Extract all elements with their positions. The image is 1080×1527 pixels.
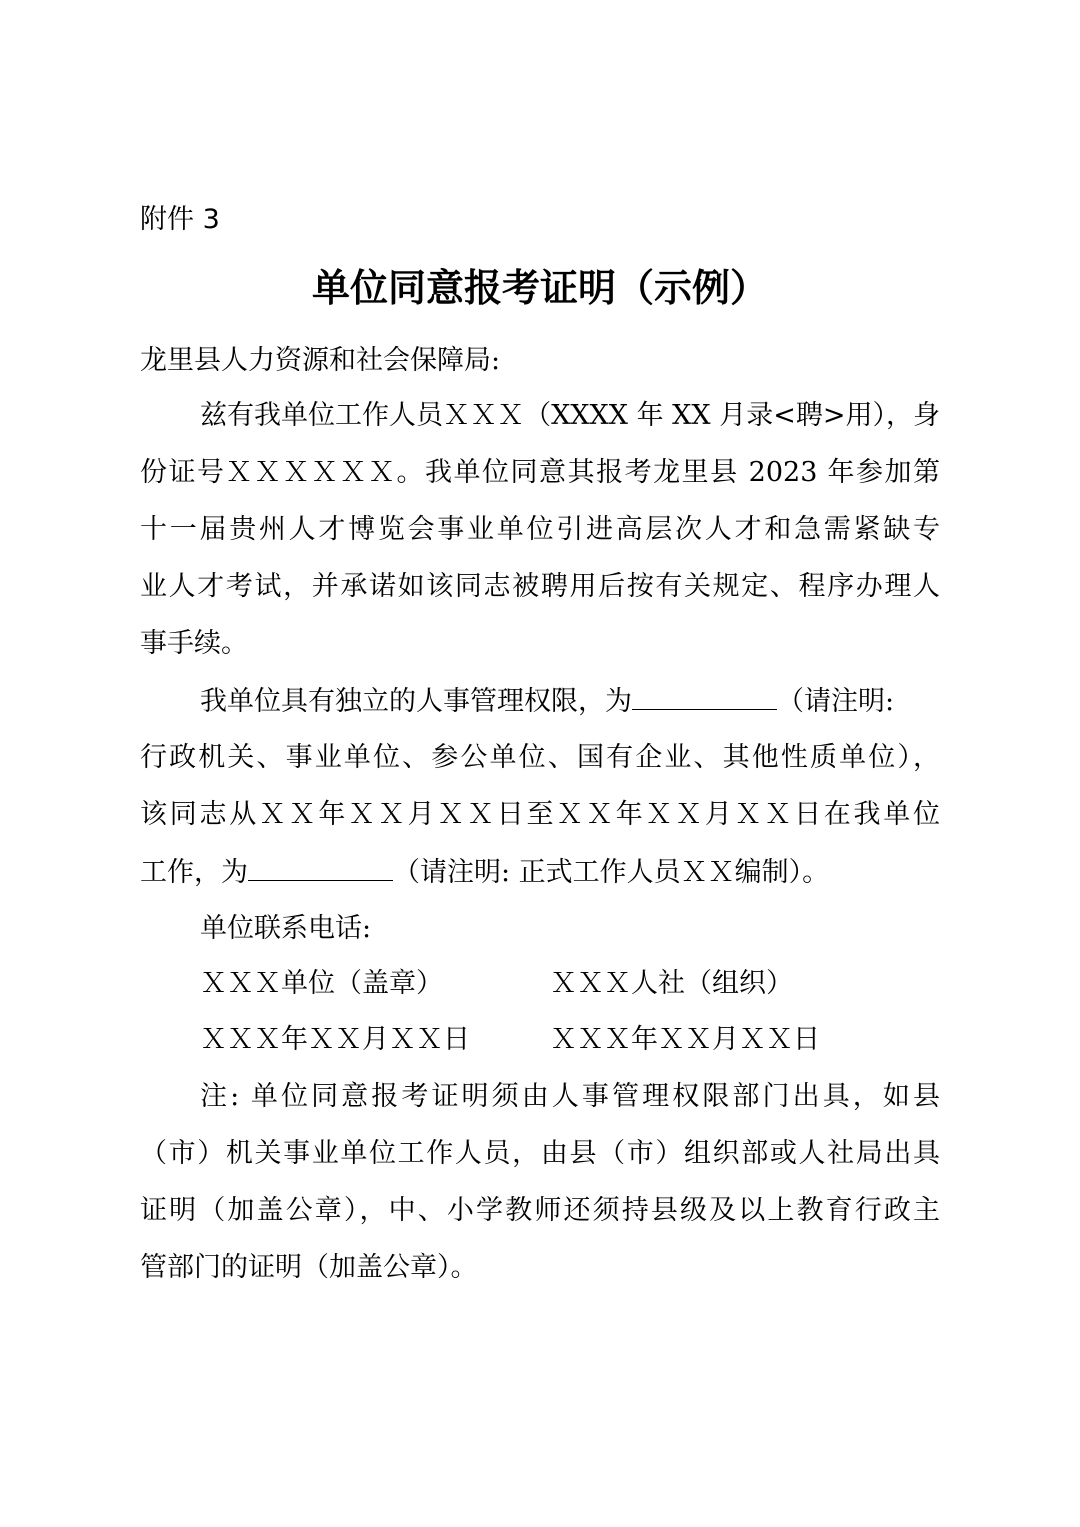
fill-in-blank-staff-type[interactable] <box>248 854 393 881</box>
note-line-2: （市）机关事业单位工作人员，由县（市）组织部或人社局出具 <box>140 1138 940 1169</box>
note-line-3: 证明（加盖公章），中、小学教师还须持县级及以上教育行政主 <box>140 1195 940 1226</box>
note-line-4: 管部门的证明（加盖公章）。 <box>140 1252 478 1283</box>
paragraph-2-hint: （请注明: 正式工作人员ＸＸ编制）。 <box>393 857 830 888</box>
paragraph-1-line-4: 业人才考试，并承诺如该同志被聘用后按有关规定、程序办理人 <box>140 571 940 602</box>
addressee: 龙里县人力资源和社会保障局: <box>140 345 501 376</box>
paragraph-2-hint: （请注明: <box>777 686 895 717</box>
paragraph-2-line-1 <box>200 683 940 719</box>
contact-phone-label: 单位联系电话: <box>200 913 372 944</box>
seal-right-unit: ＸＸＸ人社（组织） <box>550 968 793 999</box>
seal-left-date: ＸＸＸ年ＸＸ月ＸＸ日 <box>200 1024 470 1055</box>
paragraph-1-line-2: 份证号ＸＸＸＸＸＸ。我单位同意其报考龙里县 2023 年参加第 <box>140 457 940 488</box>
paragraph-2-text: 我单位具有独立的人事管理权限，为 <box>200 686 632 717</box>
fill-in-blank-unit-type[interactable] <box>632 683 777 710</box>
seal-right-date: ＸＸＸ年ＸＸ月ＸＸ日 <box>550 1024 820 1055</box>
document-title: 单位同意报考证明（示例） <box>311 265 768 310</box>
paragraph-1-line-3: 十一届贵州人才博览会事业单位引进高层次人才和急需紧缺专 <box>140 514 940 545</box>
attachment-label: 附件 3 <box>140 204 220 235</box>
paragraph-1-line-5: 事手续。 <box>140 628 248 659</box>
paragraph-2-line-3: 该同志从ＸＸ年ＸＸ月ＸＸ日至ＸＸ年ＸＸ月ＸＸ日在我单位 <box>140 799 940 830</box>
paragraph-2-line-4 <box>140 854 940 890</box>
paragraph-2-line-2: 行政机关、事业单位、参公单位、国有企业、其他性质单位）， <box>140 742 940 773</box>
note-line-1: 注: 单位同意报考证明须由人事管理权限部门出具，如县 <box>200 1081 940 1112</box>
paragraph-1-line-1: 兹有我单位工作人员ＸＸＸ（XXXX 年 XX 月录<聘>用），身 <box>200 400 940 431</box>
paragraph-2-text: 工作，为 <box>140 857 248 888</box>
seal-left-unit: ＸＸＸ单位（盖章） <box>200 968 443 999</box>
